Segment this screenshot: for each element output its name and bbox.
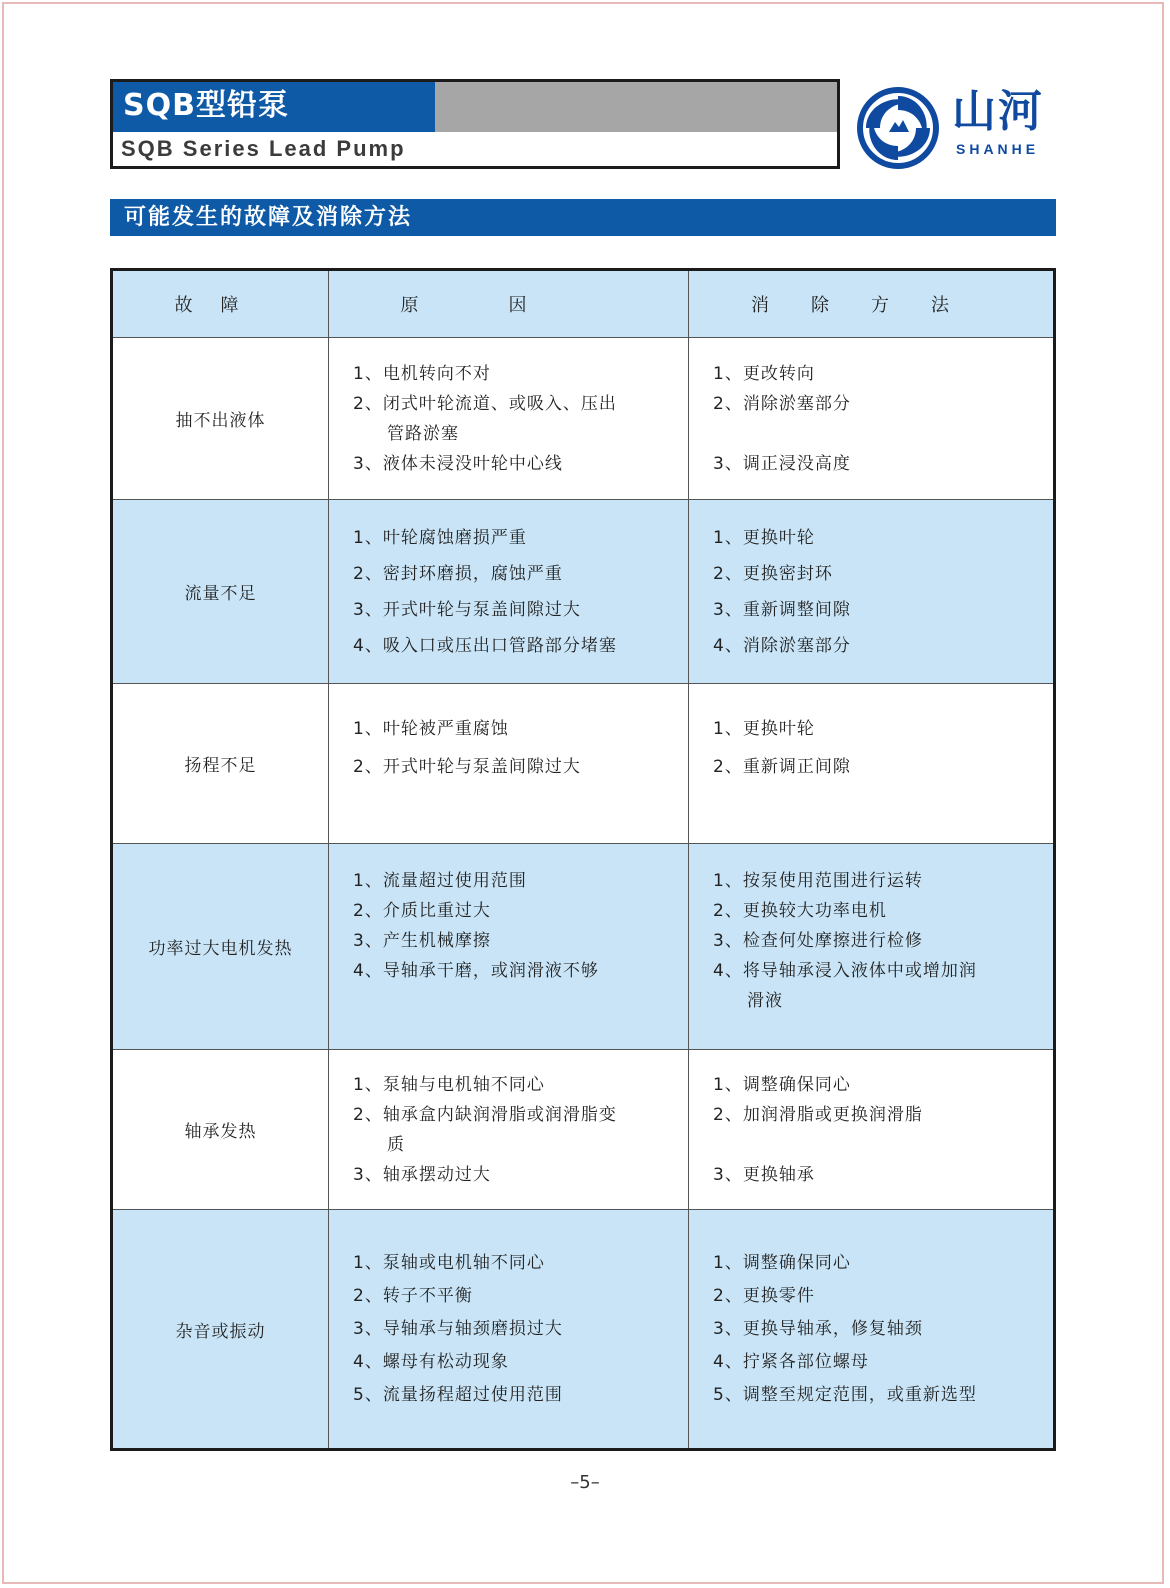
cause-item: 4、导轴承干磨，或润滑液不够	[353, 961, 599, 981]
cause-cell	[329, 338, 689, 500]
fix-item: 4、将导轴承浸入液体中或增加润	[713, 961, 977, 981]
fix-item: 1、按泵使用范围进行运转	[713, 871, 923, 891]
cause-item: 3、液体未浸没叶轮中心线	[353, 453, 563, 474]
header-cause	[329, 270, 689, 338]
fix-item-continued: 滑液	[747, 991, 783, 1011]
cause-cell	[329, 500, 689, 684]
fix-item: 2、消除淤塞部分	[713, 393, 851, 414]
logo-chinese-text: 山河	[952, 86, 1044, 137]
cause-item: 4、螺母有松动现象	[353, 1351, 509, 1372]
header-fix-label: 消除方法	[751, 295, 991, 316]
fix-item: 2、更换零件	[713, 1285, 815, 1306]
fix-cell	[689, 1210, 1055, 1450]
cause-item: 2、闭式叶轮流道、或吸入、压出	[353, 393, 617, 414]
table-header-row	[112, 270, 1055, 338]
fix-item-spacer	[713, 1130, 1043, 1160]
fault-cell: 杂音或振动	[112, 1210, 329, 1450]
fix-item: 1、更换叶轮	[713, 719, 815, 739]
table-row	[112, 1210, 1055, 1450]
cause-item: 2、密封环磨损，腐蚀严重	[353, 563, 563, 584]
header-gray-band	[435, 82, 837, 132]
fault-cell: 抽不出液体	[112, 338, 329, 500]
fix-item: 1、调整确保同心	[713, 1074, 851, 1095]
fix-item: 2、更换密封环	[713, 563, 833, 584]
fix-item: 3、更换轴承	[713, 1164, 815, 1185]
cause-item: 3、轴承摆动过大	[353, 1164, 491, 1185]
brand-logo	[860, 82, 1060, 172]
fix-cell	[689, 684, 1055, 844]
fix-cell	[689, 844, 1055, 1050]
cause-item-continued: 管路淤塞	[387, 423, 459, 444]
cause-cell	[329, 1210, 689, 1450]
fault-table	[110, 268, 1056, 1451]
fix-item: 3、检查何处摩擦进行检修	[713, 931, 923, 951]
fault-cell: 功率过大电机发热	[112, 844, 329, 1050]
cause-item: 2、开式叶轮与泵盖间隙过大	[353, 757, 581, 777]
cause-item: 1、叶轮被严重腐蚀	[353, 719, 509, 739]
cause-item: 3、开式叶轮与泵盖间隙过大	[353, 599, 581, 620]
cause-item: 3、导轴承与轴颈磨损过大	[353, 1318, 563, 1339]
cause-item: 5、流量扬程超过使用范围	[353, 1384, 563, 1405]
fault-cell: 轴承发热	[112, 1050, 329, 1210]
cause-cell	[329, 844, 689, 1050]
fix-item: 1、更换叶轮	[713, 527, 815, 548]
fix-item: 4、消除淤塞部分	[713, 635, 851, 656]
fix-item: 1、更改转向	[713, 363, 815, 384]
fix-item: 5、调整至规定范围，或重新选型	[713, 1384, 977, 1405]
header-subtitle: SQB Series Lead Pump	[121, 136, 406, 161]
fix-item: 2、重新调正间隙	[713, 757, 851, 777]
page-number: –5–	[570, 1472, 600, 1493]
fix-cell	[689, 500, 1055, 684]
cause-item: 2、转子不平衡	[353, 1285, 473, 1306]
table-row	[112, 1050, 1055, 1210]
cause-item: 2、介质比重过大	[353, 901, 491, 921]
fix-item: 3、调正浸没高度	[713, 453, 851, 474]
cause-cell	[329, 1050, 689, 1210]
header-fault-label: 故障	[174, 295, 267, 316]
swirl-logo-icon	[852, 84, 944, 170]
cause-item: 1、叶轮腐蚀磨损严重	[353, 527, 527, 548]
fix-item: 2、更换较大功率电机	[713, 901, 887, 921]
cause-item-continued: 质	[387, 1134, 405, 1155]
table-row	[112, 844, 1055, 1050]
cause-item: 1、泵轴或电机轴不同心	[353, 1252, 545, 1273]
fault-cell: 扬程不足	[112, 684, 329, 844]
fix-item: 3、更换导轴承，修复轴颈	[713, 1318, 923, 1339]
cause-item: 4、吸入口或压出口管路部分堵塞	[353, 635, 617, 656]
header-cause-label: 原因	[400, 295, 617, 316]
header-banner	[110, 79, 840, 169]
section-title: 可能发生的故障及消除方法	[124, 205, 413, 230]
cause-item: 2、轴承盒内缺润滑脂或润滑脂变	[353, 1104, 617, 1125]
fix-item: 1、调整确保同心	[713, 1252, 851, 1273]
cause-item: 3、产生机械摩擦	[353, 931, 491, 951]
fault-cell: 流量不足	[112, 500, 329, 684]
fix-cell	[689, 1050, 1055, 1210]
table-row	[112, 500, 1055, 684]
section-heading-bar	[110, 199, 1056, 236]
header-title: SQB型铅泵	[123, 88, 289, 123]
cause-item: 1、流量超过使用范围	[353, 871, 527, 891]
fix-item-spacer	[713, 419, 1043, 449]
fix-cell	[689, 338, 1055, 500]
table-row	[112, 338, 1055, 500]
fix-item: 3、重新调整间隙	[713, 599, 851, 620]
fix-item: 4、拧紧各部位螺母	[713, 1351, 869, 1372]
cause-item: 1、泵轴与电机轴不同心	[353, 1074, 545, 1095]
header-fault	[112, 270, 329, 338]
cause-item: 1、电机转向不对	[353, 363, 491, 384]
logo-latin-text: SHANHE	[956, 141, 1040, 157]
header-fix	[689, 270, 1055, 338]
cause-cell	[329, 684, 689, 844]
fix-item: 2、加润滑脂或更换润滑脂	[713, 1104, 923, 1125]
table-row	[112, 684, 1055, 844]
